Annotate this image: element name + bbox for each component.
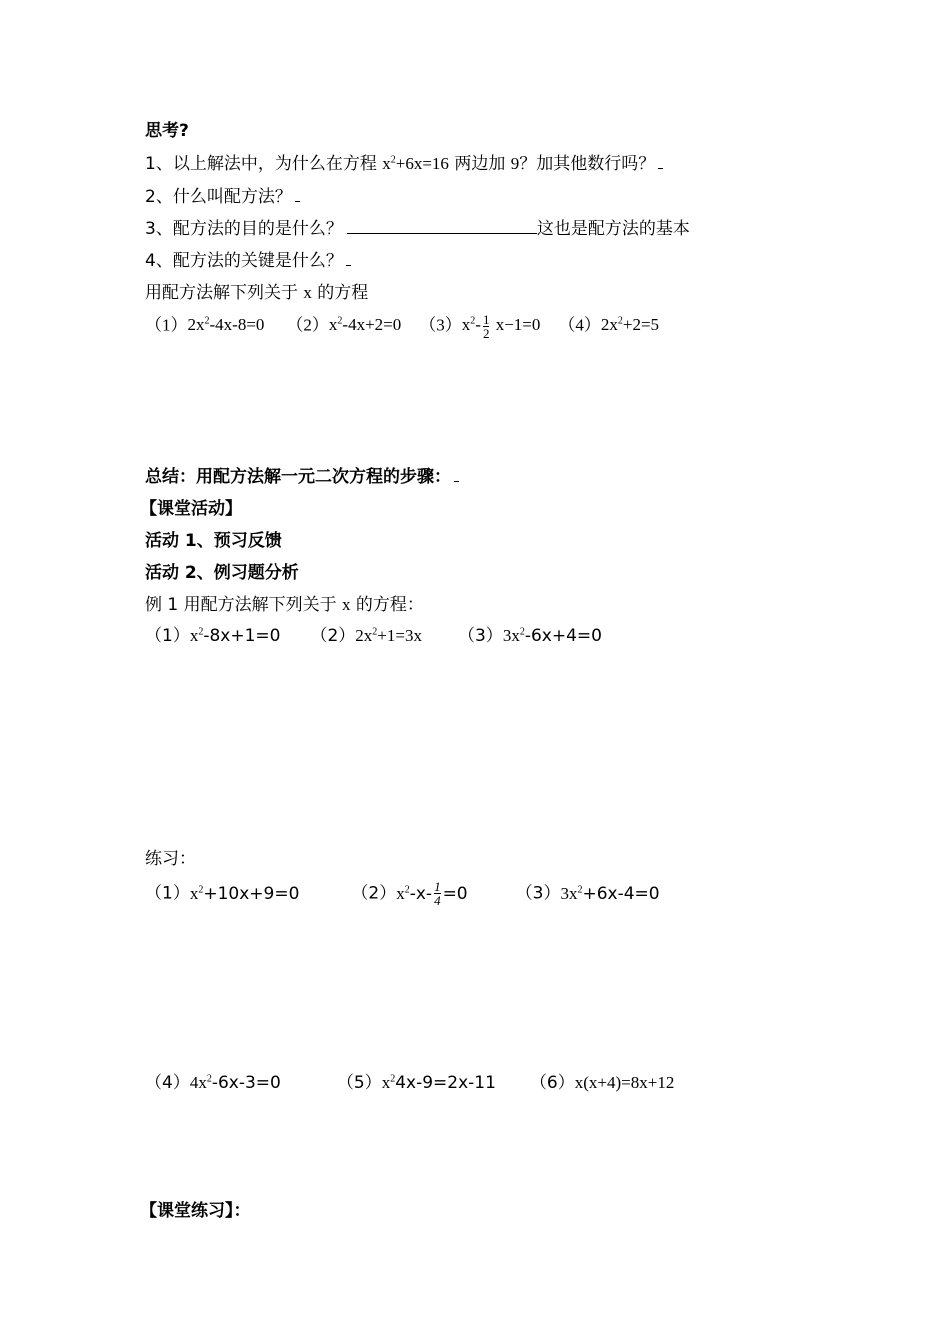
problem-equation: $3x^2-6x+4=0$: [502, 626, 602, 646]
solve-intro: [145, 282, 368, 304]
answer-blank[interactable]: [454, 467, 459, 482]
practice-heading: 练习：: [145, 849, 196, 869]
problem-label: （2）: [310, 626, 356, 646]
problem-equation: $3x^2+6x-4=0$: [560, 883, 660, 904]
example-1-text-b: 的方程：: [350, 595, 424, 615]
problem-equation: $2x^2+1=3x$: [355, 626, 422, 645]
solve-intro-text-b: 的方程: [311, 283, 369, 303]
problem-equation: $x^2-x-$ $\frac{1}{4}$ =0: [396, 879, 468, 908]
practice-row-2: [145, 1072, 674, 1094]
question-1: [145, 153, 663, 175]
problem-equation: x(x+4)=8x+12: [574, 1073, 675, 1092]
variable-x: x: [303, 283, 312, 302]
answer-blank[interactable]: [295, 187, 300, 202]
problem-label: （3）: [419, 315, 462, 335]
problem-label: （3）: [457, 626, 503, 646]
question-4: [145, 250, 351, 272]
activity-2-heading: 活动 2、例习题分析: [145, 563, 299, 583]
question-3-text-b: 这也是配方法的基本: [536, 219, 690, 239]
class-practice-heading: 【课堂练习】：: [140, 1201, 251, 1221]
problem-label: （6）: [529, 1073, 575, 1093]
question-1-equation: $x^2+6x=16$: [382, 154, 449, 173]
variable-x: x: [342, 595, 351, 614]
question-1-text-c: ？加其他数行吗？: [519, 154, 656, 174]
class-activity-heading: 【课堂活动】: [140, 499, 242, 519]
problem-label: （3）: [515, 883, 561, 904]
problem-label: （4）: [145, 1073, 190, 1093]
problem-equation: $x^24x-9=2x-11$: [381, 1073, 496, 1093]
problem-set-1: [145, 313, 659, 340]
question-3: [145, 218, 690, 240]
problem-equation: $x^2+10x+9=0$: [189, 883, 300, 904]
think-heading: 思考?: [145, 121, 189, 141]
question-4-text: 4、配方法的关键是什么？: [145, 251, 343, 271]
fraction: $\frac{1}{2}$: [482, 312, 490, 341]
problem-equation: $x^2-4x+2=0$: [328, 315, 402, 335]
summary-text: 总结：用配方法解一元二次方程的步骤：: [145, 467, 451, 487]
answer-blank[interactable]: [346, 251, 351, 266]
problem-label: （5）: [336, 1073, 382, 1093]
question-1-text: 1、以上解法中，为什么在方程: [145, 154, 383, 174]
problem-label: （1）: [145, 315, 188, 335]
problem-equation: $2x^2-4x-8=0$: [187, 315, 265, 335]
fraction: $\frac{1}{4}$: [434, 879, 441, 908]
answer-blank[interactable]: [347, 219, 537, 234]
activity-1-heading: 活动 1、预习反馈: [145, 531, 282, 551]
question-2: [145, 186, 300, 208]
answer-blank[interactable]: [658, 154, 663, 169]
question-1-nine: 9: [510, 154, 520, 173]
problem-label: （1）: [145, 883, 190, 904]
problem-equation: $2x^2+2=5$: [600, 315, 660, 335]
question-3-text: 3、配方法的目的是什么？: [145, 219, 343, 239]
question-2-text: 2、什么叫配方法？: [145, 187, 292, 207]
question-1-text-b: 两边加: [448, 154, 511, 174]
example-problems: [145, 625, 602, 647]
example-1-intro: [145, 594, 424, 616]
practice-row-1: [145, 880, 660, 907]
problem-equation: $x^2-$ $\frac{1}{2}$ x−1=0: [461, 312, 541, 341]
problem-equation: $x^2-8x+1=0$: [189, 626, 281, 646]
example-1-text: 例 1 用配方法解下列关于: [145, 595, 343, 615]
problem-label: （2）: [286, 315, 329, 335]
problem-label: （2）: [351, 883, 397, 904]
problem-equation: $4x^2-6x-3=0$: [189, 1073, 281, 1093]
solve-intro-text: 用配方法解下列关于: [145, 283, 304, 303]
summary-heading: [145, 466, 459, 488]
problem-label: （1）: [145, 626, 190, 646]
problem-label: （4）: [558, 315, 601, 335]
